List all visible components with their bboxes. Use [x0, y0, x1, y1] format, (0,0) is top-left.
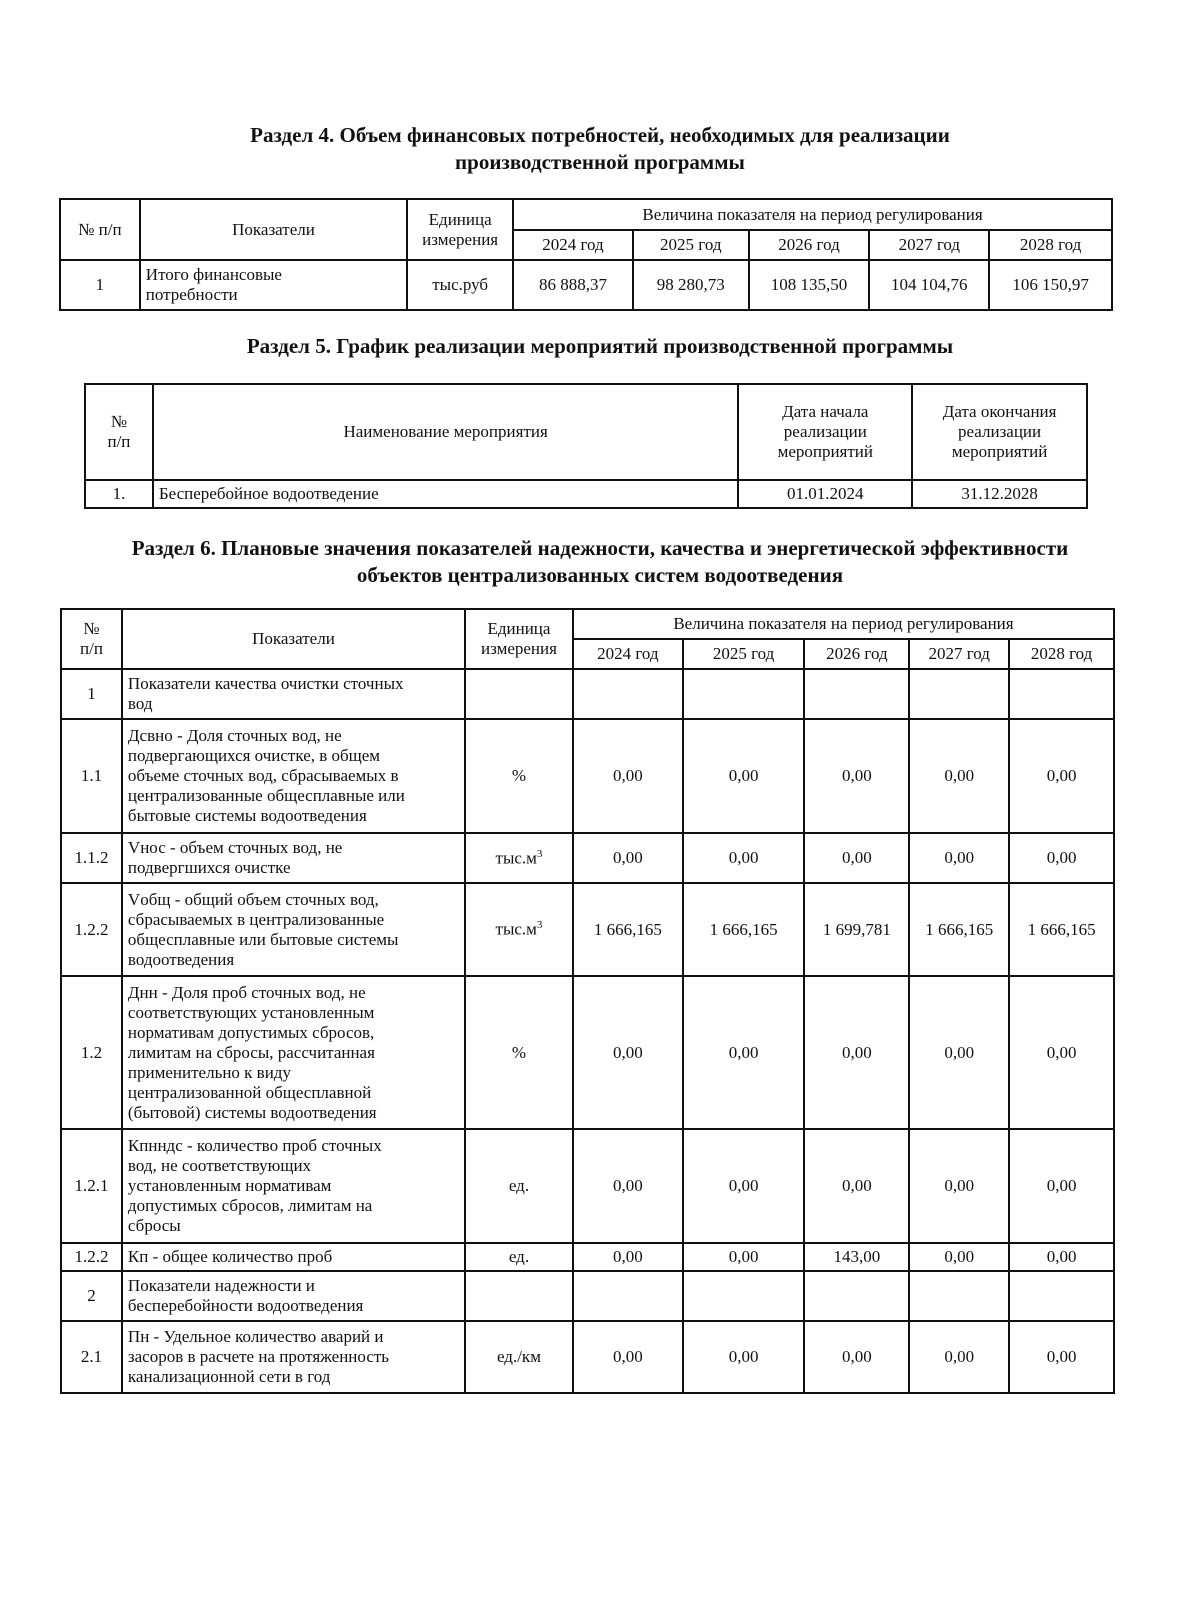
s6-row-indicator [122, 1271, 465, 1321]
s6-row-value: 1 666,165 [573, 883, 683, 976]
s4-row-num: 1 [60, 260, 140, 310]
s4-year-2026: 2026 год [749, 230, 870, 260]
section-4-title-line1: Раздел 4. Объем финансовых потребностей, необходимых для реализации [250, 123, 950, 147]
s6-row-value: 0,00 [573, 1243, 683, 1271]
s6-row-unit [465, 1271, 573, 1321]
s6-row-value: 0,00 [804, 719, 909, 833]
s4-row-value-2026: 108 135,50 [749, 260, 870, 310]
s5-header-name: Наименование мероприятия [153, 384, 739, 480]
s6-row-indicator-line: лимитам на сбросы, рассчитанная [127, 1042, 375, 1062]
table-row [61, 883, 1114, 976]
s6-row-value [909, 669, 1009, 719]
table-row [61, 669, 1114, 719]
s6-row-indicator-line: сбросы [127, 1216, 181, 1235]
s6-row-num: 1.2.2 [61, 1243, 122, 1271]
s6-row-indicator [122, 669, 465, 719]
s4-year-2025: 2025 год [633, 230, 749, 260]
s6-row-unit-text: ед. [508, 1247, 530, 1266]
s6-row-value: 0,00 [1009, 976, 1114, 1129]
s6-year-2025: 2025 год [683, 639, 805, 669]
s6-header-period: Величина показателя на период регулирования [573, 609, 1114, 639]
table-row [61, 719, 1114, 833]
s5-header-start-l3: мероприятий [777, 442, 874, 461]
s6-row-value: 0,00 [909, 976, 1009, 1129]
s6-row-num: 2.1 [61, 1321, 122, 1393]
s6-row-num: 1.2 [61, 976, 122, 1129]
table-row [61, 976, 1114, 1129]
s6-row-indicator-line: бесперебойности водоотведения [127, 1296, 364, 1315]
s6-row-value: 0,00 [909, 1321, 1009, 1393]
s4-row-value-2024: 86 888,37 [513, 260, 633, 310]
s6-row-num: 2 [61, 1271, 122, 1321]
s4-row-value-2025: 98 280,73 [633, 260, 749, 310]
s6-row-indicator-line: Vобщ - общий объем сточных вод, [127, 889, 379, 909]
s4-header-unit-l2: измерения [422, 229, 499, 249]
s5-header-start [738, 384, 912, 480]
s6-row-value: 0,00 [573, 1321, 683, 1393]
s5-header-num [85, 384, 153, 480]
s6-row-unit-sup: 3 [536, 847, 543, 860]
s4-header-period: Величина показателя на период регулирования [513, 199, 1112, 230]
s6-row-unit [465, 883, 573, 976]
section-6-title-line1: Раздел 6. Плановые значения показателей надежности, качества и энергетической эффективности [131, 536, 1069, 560]
s6-row-value: 0,00 [683, 976, 805, 1129]
s5-row-num: 1. [85, 480, 153, 508]
s6-row-indicator-line: Днн - Доля проб сточных вод, не [127, 982, 366, 1002]
table-row [60, 260, 1112, 310]
s6-row-value: 0,00 [683, 833, 805, 883]
s6-row-value: 0,00 [1009, 833, 1114, 883]
s4-row-name-l1: Итого финансовые [145, 265, 282, 284]
section-4-table [59, 198, 1113, 311]
table-row [61, 1243, 1114, 1271]
section-6-title [0, 535, 1200, 589]
s4-year-2028: 2028 год [989, 230, 1112, 260]
s6-row-unit [465, 1243, 573, 1271]
s6-row-value: 0,00 [1009, 1243, 1114, 1271]
table-row [85, 480, 1087, 508]
s4-header-unit [407, 199, 513, 260]
s4-header-indicator: Показатели [140, 199, 407, 260]
s6-row-value [804, 669, 909, 719]
s6-row-indicator-line: Дсвно - Доля сточных вод, не [127, 726, 342, 745]
s4-row-unit: тыс.руб [407, 260, 513, 310]
s6-row-indicator-line: Пн - Удельное количество аварий и [127, 1327, 384, 1346]
s6-row-unit [465, 976, 573, 1129]
s6-row-value: 0,00 [683, 1243, 805, 1271]
s6-header-unit-l2: измерения [481, 639, 557, 658]
s6-header-num-l2: п/п [80, 639, 103, 658]
s6-row-unit-text: % [511, 1042, 527, 1062]
s6-row-indicator-line: Кпнндс - количество проб сточных [127, 1136, 382, 1155]
s6-row-unit-text: % [511, 766, 527, 785]
s6-row-indicator-line: объеме сточных вод, сбрасываемых в [127, 766, 399, 785]
s6-row-num: 1.1 [61, 719, 122, 833]
s6-row-value [804, 1271, 909, 1321]
s4-row-name [140, 260, 407, 310]
s6-row-indicator-line: Показатели качества очистки сточных [127, 674, 404, 693]
s6-row-num: 1.1.2 [61, 833, 122, 883]
s6-row-indicator-line: бытовые системы водоотведения [127, 806, 367, 825]
s6-row-indicator [122, 976, 465, 1129]
s6-row-value: 0,00 [1009, 1129, 1114, 1243]
s6-header-num-l1: № [83, 619, 100, 638]
s6-row-value [573, 1271, 683, 1321]
s6-year-2024: 2024 год [573, 639, 683, 669]
s6-row-unit [465, 1321, 573, 1393]
s6-header-unit-l1: Единица [487, 619, 551, 638]
s5-row-end: 31.12.2028 [912, 480, 1087, 508]
s6-row-indicator-line: соответствующих установленным [127, 1002, 375, 1022]
s6-row-indicator [122, 719, 465, 833]
s5-header-start-l2: реализации [783, 422, 867, 441]
table-row [61, 1271, 1114, 1321]
s6-row-unit-sup: 3 [536, 919, 543, 932]
s6-row-indicator [122, 1243, 465, 1271]
s5-header-end-l3: мероприятий [951, 442, 1048, 461]
s6-row-indicator [122, 1129, 465, 1243]
s5-header-end [912, 384, 1087, 480]
s6-year-2027: 2027 год [909, 639, 1009, 669]
s6-row-value: 0,00 [909, 719, 1009, 833]
s4-header-num: № п/п [60, 199, 140, 260]
s5-row-name: Бесперебойное водоотведение [153, 480, 739, 508]
s6-row-indicator [122, 1321, 465, 1393]
s6-year-2028: 2028 год [1009, 639, 1114, 669]
s6-row-unit-text: ед./км [496, 1347, 541, 1366]
s6-row-indicator [122, 833, 465, 883]
s6-row-indicator-line: сбрасываемых в централизованные [127, 909, 385, 929]
s6-row-indicator-line: Показатели надежности и [127, 1276, 315, 1295]
s6-header-num [61, 609, 122, 669]
table-row [61, 1129, 1114, 1243]
s6-row-value: 0,00 [1009, 719, 1114, 833]
s5-row-start: 01.01.2024 [738, 480, 912, 508]
s6-header-unit [465, 609, 573, 669]
s6-row-value: 1 666,165 [909, 883, 1009, 976]
s6-row-indicator-line: применительно к виду [127, 1062, 291, 1082]
s5-header-end-l1: Дата окончания [942, 402, 1057, 421]
s6-row-num: 1.2.1 [61, 1129, 122, 1243]
s6-row-value: 1 666,165 [683, 883, 805, 976]
s6-row-value [683, 1271, 805, 1321]
s6-row-value: 1 666,165 [1009, 883, 1114, 976]
section-4-title-line2: производственной программы [455, 150, 745, 174]
s6-row-value: 0,00 [573, 1129, 683, 1243]
s4-row-value-2027: 104 104,76 [869, 260, 989, 310]
s6-row-indicator-line: канализационной сети в год [127, 1367, 331, 1386]
section-5-table [84, 383, 1088, 509]
s6-row-value [573, 669, 683, 719]
s4-row-value-2028: 106 150,97 [989, 260, 1112, 310]
s6-row-indicator-line: (бытовой) системы водоотведения [127, 1102, 377, 1122]
s6-row-unit [465, 833, 573, 883]
s6-row-value: 0,00 [683, 1129, 805, 1243]
table-row [61, 833, 1114, 883]
s6-row-indicator-line: централизованной общесплавной [127, 1082, 372, 1102]
s6-row-value: 0,00 [573, 719, 683, 833]
s6-row-value: 0,00 [909, 833, 1009, 883]
s6-row-indicator-line: нормативам допустимых сбросов, [127, 1022, 375, 1042]
s6-row-indicator-line: вод [127, 694, 153, 713]
s6-row-indicator [122, 883, 465, 976]
s6-row-indicator-line: водоотведения [127, 949, 235, 969]
s6-row-indicator-line: засоров в расчете на протяженность [127, 1347, 390, 1366]
s6-row-unit-text: ед. [508, 1176, 530, 1195]
s6-row-unit [465, 719, 573, 833]
s6-row-value: 0,00 [909, 1243, 1009, 1271]
s5-header-end-l2: реализации [958, 422, 1042, 441]
s6-row-num: 1 [61, 669, 122, 719]
s6-table-body [61, 669, 1114, 1393]
s6-row-unit [465, 1129, 573, 1243]
s6-row-value: 0,00 [804, 1321, 909, 1393]
s6-row-value: 0,00 [683, 719, 805, 833]
s6-row-indicator-line: Кп - общее количество проб [127, 1247, 333, 1266]
s6-row-indicator-line: допустимых сбросов, лимитам на [127, 1196, 373, 1215]
s6-row-value: 0,00 [1009, 1321, 1114, 1393]
s6-row-value: 0,00 [804, 833, 909, 883]
s6-row-value [1009, 669, 1114, 719]
table-row [61, 1321, 1114, 1393]
s6-row-value [909, 1271, 1009, 1321]
s6-row-unit-text: тыс.м [495, 848, 537, 868]
s6-row-indicator-line: подвергшихся очистке [127, 858, 291, 877]
s5-header-num-l1: № [110, 412, 128, 431]
s6-row-value: 1 699,781 [804, 883, 909, 976]
s6-header-indicator: Показатели [122, 609, 465, 669]
s5-header-start-l1: Дата начала [782, 402, 869, 421]
s6-row-unit [465, 669, 573, 719]
s4-header-unit-l1: Единица [428, 209, 492, 229]
section-6-title-line2: объектов централизованных систем водоотведения [356, 563, 844, 587]
s6-row-indicator-line: общесплавные или бытовые системы [127, 929, 399, 949]
s6-row-unit-text: тыс.м [495, 919, 537, 939]
section-5-title: Раздел 5. График реализации мероприятий производственной программы [246, 334, 954, 358]
section-4-title [0, 122, 1200, 176]
s6-row-value: 0,00 [573, 833, 683, 883]
s4-row-name-l2: потребности [145, 285, 238, 304]
s6-row-value [683, 669, 805, 719]
s4-year-2027: 2027 год [869, 230, 989, 260]
s6-row-value: 0,00 [804, 976, 909, 1129]
s6-year-2026: 2026 год [804, 639, 909, 669]
s6-row-value: 143,00 [804, 1243, 909, 1271]
s6-row-value: 0,00 [909, 1129, 1009, 1243]
s6-row-value: 0,00 [804, 1129, 909, 1243]
s6-row-num: 1.2.2 [61, 883, 122, 976]
s4-year-2024: 2024 год [513, 230, 633, 260]
s6-row-indicator-line: вод, не соответствующих [127, 1156, 312, 1175]
s6-row-indicator-line: Vнос - объем сточных вод, не [127, 838, 343, 857]
s5-header-num-l2: п/п [107, 432, 131, 451]
s6-row-indicator-line: подвергающихся очистке, в общем [127, 746, 381, 765]
s6-row-value: 0,00 [683, 1321, 805, 1393]
s6-row-indicator-line: установленным нормативам [127, 1176, 332, 1195]
s6-row-value [1009, 1271, 1114, 1321]
s6-row-value: 0,00 [573, 976, 683, 1129]
s6-row-indicator-line: централизованные общесплавные или [127, 786, 405, 805]
section-6-table [60, 608, 1115, 1394]
